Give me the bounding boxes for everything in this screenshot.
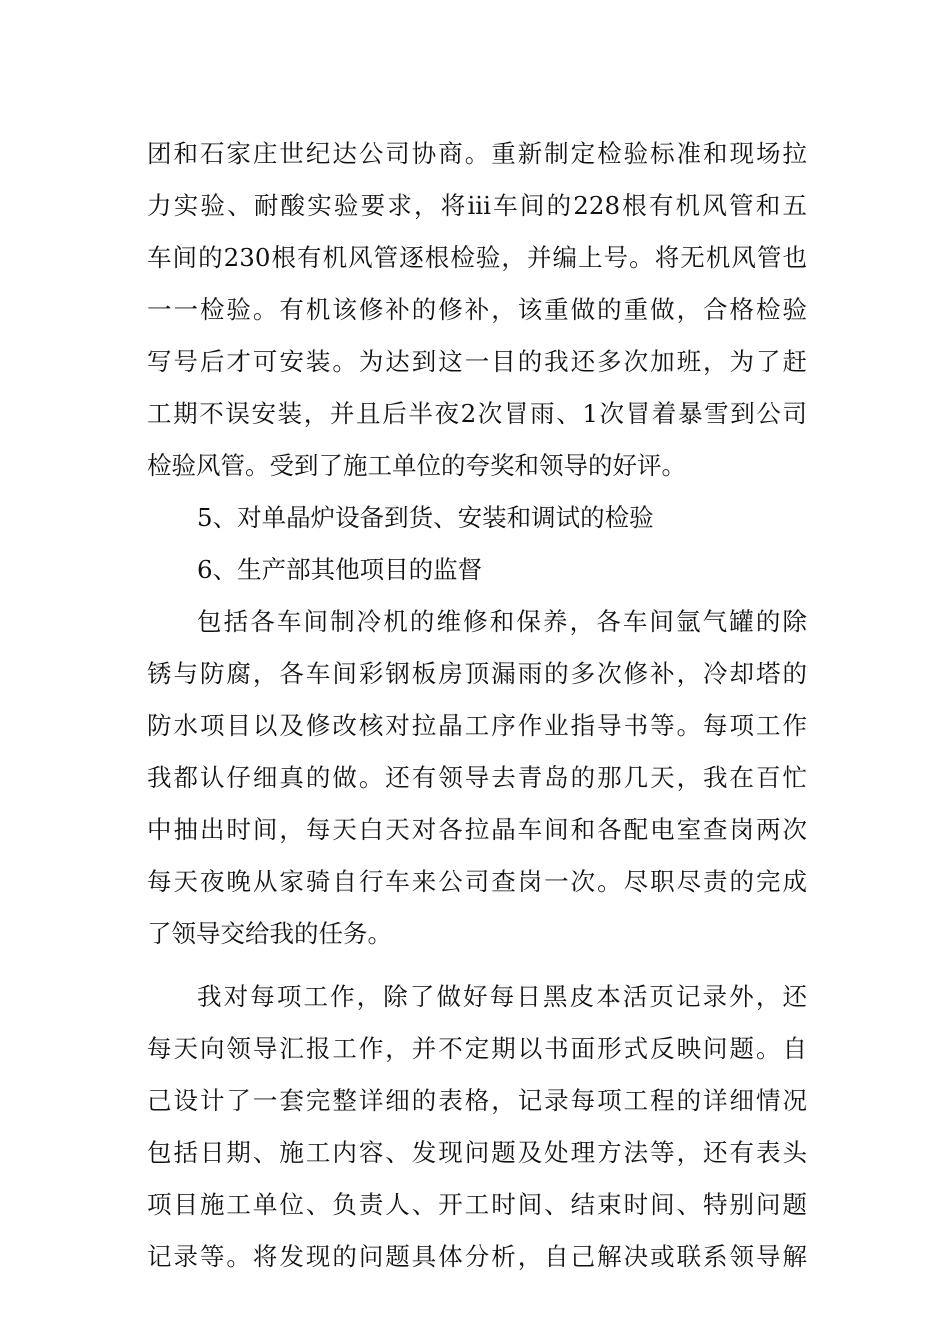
text-line: 记录等。将发现的问题具体分析，自己解决或联系领导解 [147,1242,807,1271]
text-line: 我对每项工作，除了做好每日黑皮本活页记录外，还 [197,982,807,1011]
text-line: 每天夜晚从家骑自行车来公司查岗一次。尽职尽责的完成 [147,867,807,896]
text-line: 中抽出时间，每天白天对各拉晶车间和各配电室查岗两次 [147,815,807,844]
text-line: 写号后才可安装。为达到这一目的我还多次加班，为了赶 [147,347,807,376]
text-line: 了领导交给我的任务。 [147,919,392,948]
text-line: 力实验、耐酸实验要求，将iii车间的228根有机风管和五 [147,191,807,220]
paragraph-2 [147,596,807,960]
text-line: 每天向领导汇报工作，并不定期以书面形式反映问题。自 [147,1034,807,1063]
text-line: 检验风管。受到了施工单位的夸奖和领导的好评。 [147,451,686,480]
text-line: 我都认仔细真的做。还有领导去青岛的那几天，我在百忙 [147,763,807,792]
document-body [147,128,807,1283]
text-line: 项目施工单位、负责人、开工时间、结束时间、特别问题 [147,1190,807,1219]
text-line: 车间的230根有机风管逐根检验，并编上号。将无机风管也 [147,243,807,272]
text-line: 己设计了一套完整详细的表格，记录每项工程的详细情况 [147,1086,807,1115]
list-item-5: 5、对单晶炉设备到货、安装和调试的检验 [197,503,654,532]
text-line: 包括各车间制冷机的维修和保养，各车间氩气罐的除 [197,607,807,636]
text-line: 锈与防腐，各车间彩钢板房顶漏雨的多次修补，冷却塔的 [147,659,807,688]
text-line: 团和石家庄世纪达公司协商。重新制定检验标准和现场拉 [147,139,807,168]
text-line: 一一检验。有机该修补的修补，该重做的重做，合格检验 [147,295,807,324]
text-line: 工期不误安装，并且后半夜2次冒雨、1次冒着暴雪到公司 [147,399,807,428]
paragraph-gap [147,960,807,971]
list-item-6: 6、生产部其他项目的监督 [197,555,483,584]
paragraph-3 [147,971,807,1283]
text-line: 包括日期、施工内容、发现问题及处理方法等，还有表头 [147,1138,807,1167]
text-line: 防水项目以及修改核对拉晶工序作业指导书等。每项工作 [147,711,807,740]
paragraph-1 [147,128,807,492]
